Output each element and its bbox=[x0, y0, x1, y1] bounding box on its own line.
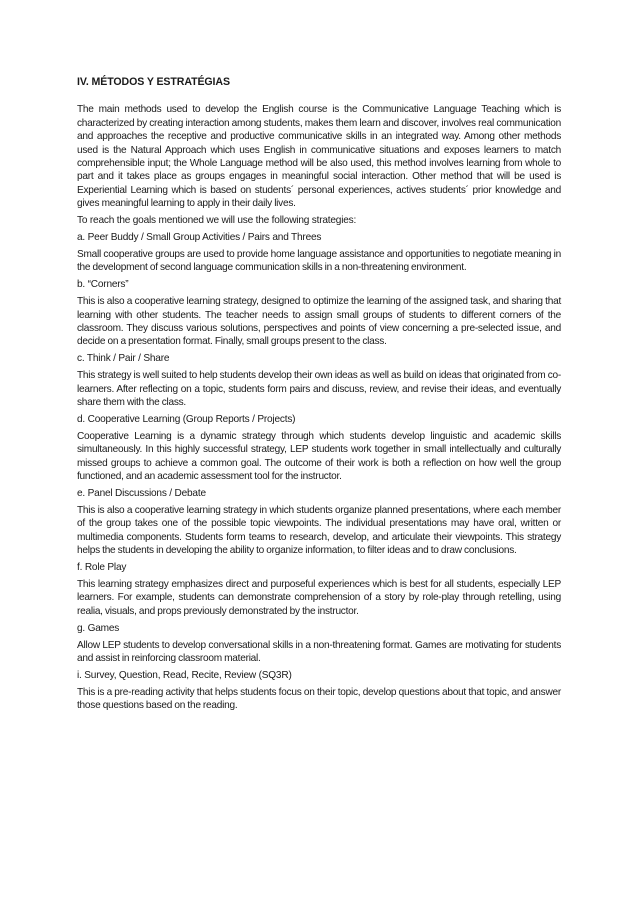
strategy-a-text: Small cooperative groups are used to provide home language assistance and opportunities to negotiate meaning in the development of second language communication skills in a non-threatening environment. bbox=[77, 248, 561, 274]
intro-paragraph: The main methods used to develop the English course is the Communicative Language Teaching which is characterized by creating interaction among students, makes them learn and discover, involves real communication and approaches the receptive and productive communicative skills in an integrated way. Among other methods used is the Natural Approach which uses English in communicative situations and exposes learners to match comprehensible input; the Whole Language method will be also used, this method involves learning from whole to part and it takes place as groups engages in meaningful social interaction. Other method that will be used is Experiential Learning which is based on students´ personal experiences, actives students´ prior knowledge and gives meaningful learning to apply in their daily lives. bbox=[77, 104, 561, 210]
strategy-b-text: This is also a cooperative learning strategy, designed to optimize the learning of the assigned task, and sharing that learning with other students. The teacher needs to assign small groups of students to different corners of the classroom. They discuss various solutions, perspectives and points of view concerning a pre-selected issue, and decide on a presentation format. Finally, small groups present to the class. bbox=[77, 296, 561, 348]
strategy-c-title: c. Think / Pair / Share bbox=[77, 353, 170, 365]
strategy-d-title: d. Cooperative Learning (Group Reports / Projects) bbox=[77, 413, 296, 425]
strategy-b-title: b. “Corners” bbox=[77, 279, 129, 291]
section-heading: IV. MÉTODOS Y ESTRATÉGIAS bbox=[77, 76, 230, 88]
document-page bbox=[77, 76, 561, 716]
strategy-d-text: Cooperative Learning is a dynamic strategy through which students develop linguistic and academic skills simultaneously. In this highly successful strategy, LEP students work together in small intellectually and culturally missed groups to achieve a common goal. The outcome of their work is both a reflection on how well the group functioned, and an academic assessment tool for the instructor. bbox=[77, 430, 561, 483]
strategy-g-text: Allow LEP students to develop conversational skills in a non-threatening format. Games are motivating for students and assist in reinforcing classroom material. bbox=[77, 639, 561, 664]
strategy-i-text: This is a pre-reading activity that helps students focus on their topic, develop questions about that topic, and answer those questions based on the reading. bbox=[77, 686, 561, 712]
strategies-lead: To reach the goals mentioned we will use the following strategies: bbox=[77, 215, 357, 227]
strategy-c-text: This strategy is well suited to help students develop their own ideas as well as build on ideas that originated from co-learners. After reflecting on a topic, students form pairs and discuss, review, and revise their ideas, and eventually share them with the class. bbox=[77, 370, 561, 409]
strategy-e-title: e. Panel Discussions / Debate bbox=[77, 487, 206, 499]
strategy-e-text: This is also a cooperative learning strategy in which students organize planned presentations, where each member of the group takes one of the possible topic viewpoints. The individual presentations may have oral, written or multimedia components. Students form teams to research, develop, and articulate their viewpoints. This strategy helps the students in developing the ability to organize information, to filter ideas and to draw conclusions. bbox=[77, 504, 561, 557]
strategy-a-title: a. Peer Buddy / Small Group Activities / Pairs and Threes bbox=[77, 232, 322, 244]
strategy-g-title: g. Games bbox=[77, 622, 120, 634]
strategy-i-title: i. Survey, Question, Read, Recite, Review (SQ3R) bbox=[77, 669, 292, 681]
strategy-f-title: f. Role Play bbox=[77, 562, 127, 573]
strategy-f-text: This learning strategy emphasizes direct and purposeful experiences which is best for all students, especially LEP learners. For example, students can demonstrate comprehension of a story by role-play through retelling, using realia, visuals, and props previously demonstrated by the instructor. bbox=[77, 578, 561, 617]
